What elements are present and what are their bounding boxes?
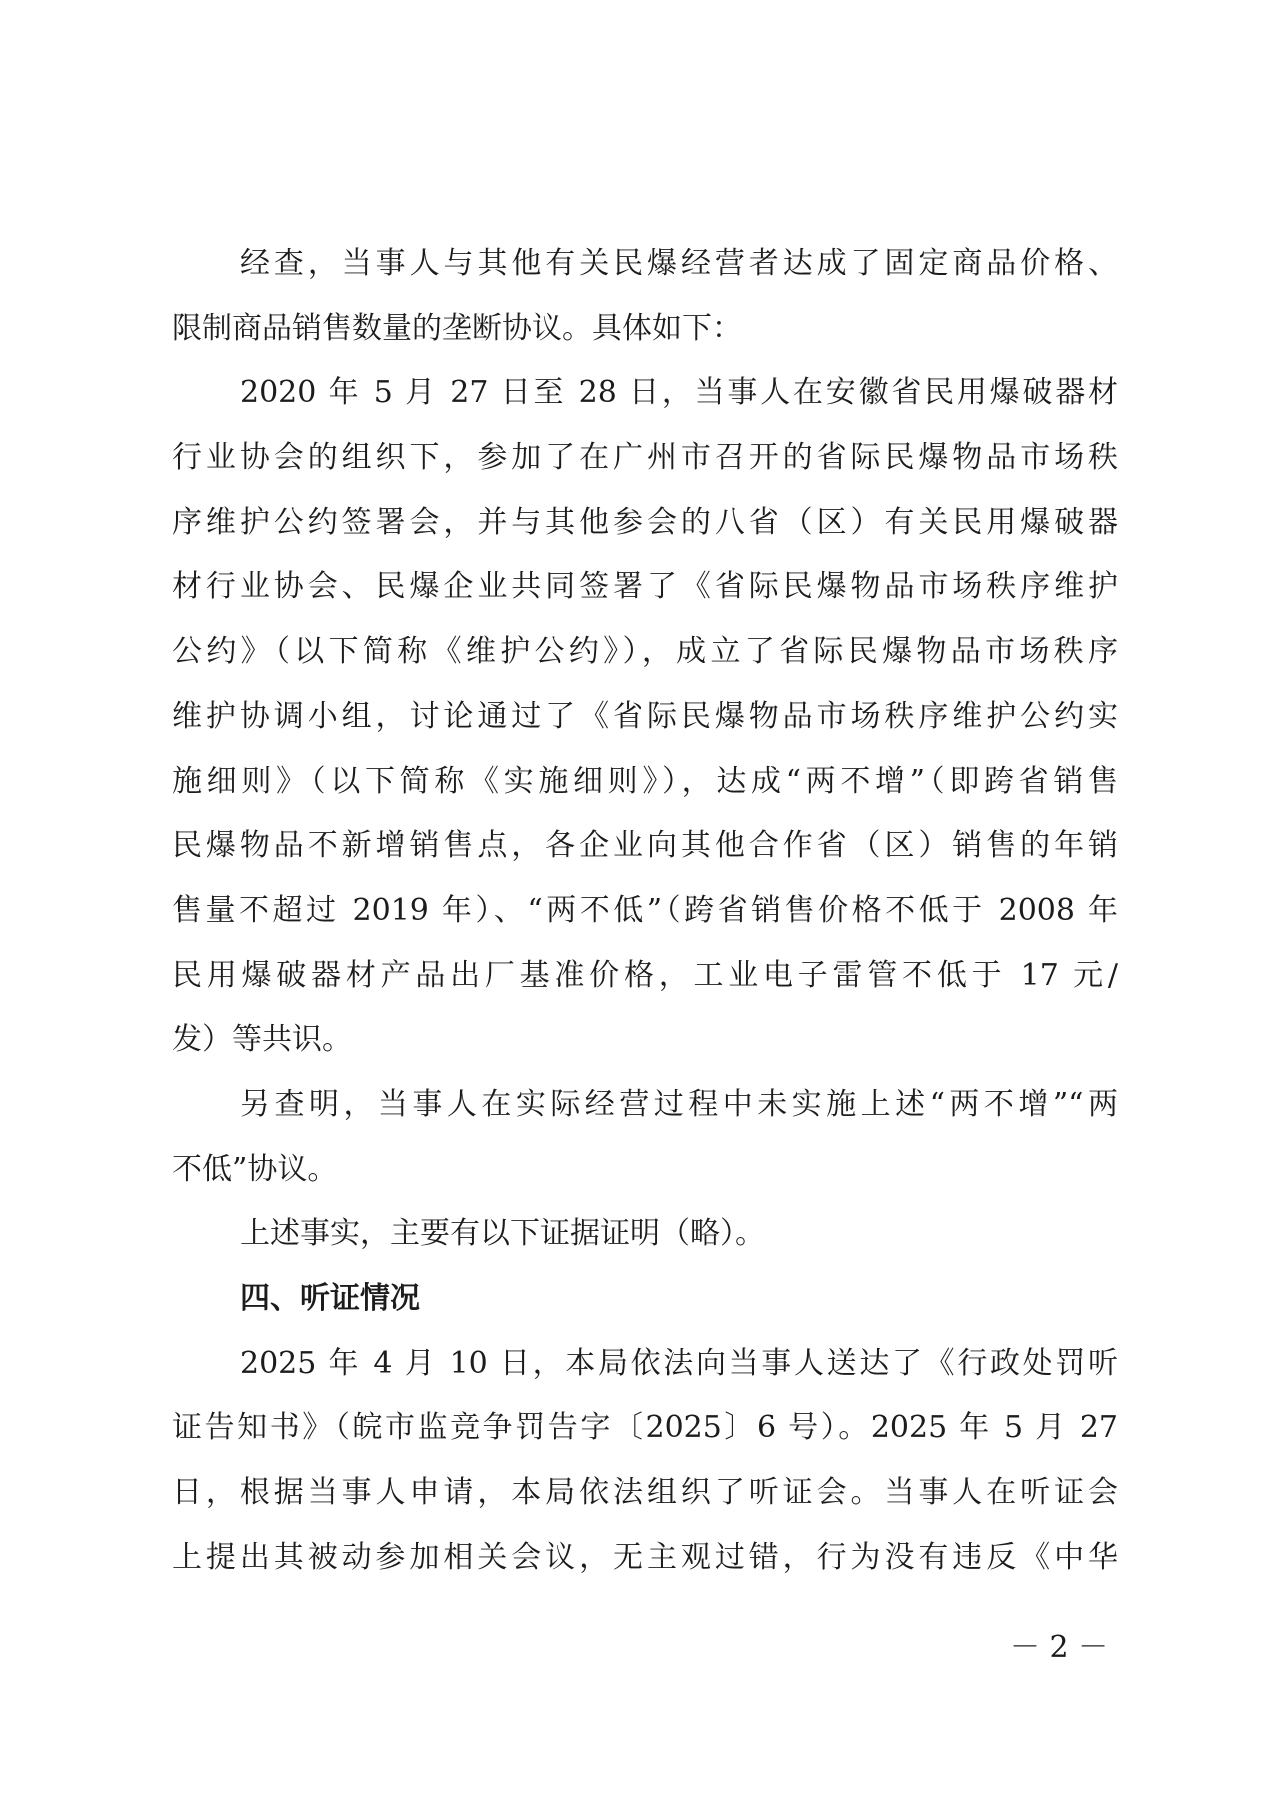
paragraph-5-line-3: 日，根据当事人申请，本局依法组织了听证会。当事人在听证会 xyxy=(172,1475,1118,1511)
paragraph-2-line-6: 维护协调小组，讨论通过了《省际民爆物品市场秩序维护公约实 xyxy=(172,698,1118,734)
paragraph-3-line-2: 不低”协议。 xyxy=(172,1151,338,1187)
paragraph-5-line-4: 上提出其被动参加相关会议，无主观过错，行为没有违反《中华 xyxy=(172,1539,1118,1575)
document-body xyxy=(172,232,1118,1590)
paragraph-2-line-9: 售量不超过 2019 年）、“两不低”（跨省销售价格不低于 2008 年 xyxy=(172,892,1118,928)
paragraph-2-line-3: 序维护公约签署会，并与其他参会的八省（区）有关民用爆破器 xyxy=(172,504,1118,540)
paragraph-2-line-11: 发）等共识。 xyxy=(172,1022,352,1058)
paragraph-2-line-5: 公约》（以下简称《维护公约》），成立了省际民爆物品市场秩序 xyxy=(172,634,1118,670)
paragraph-2-line-10: 民用爆破器材产品出厂基准价格，工业电子雷管不低于 17 元/ xyxy=(172,957,1118,993)
page-number: － 2 － xyxy=(1010,1630,1109,1665)
paragraph-2-line-7: 施细则》（以下简称《实施细则》），达成“两不增”（即跨省销售 xyxy=(172,763,1118,799)
paragraph-3-line-1: 另查明，当事人在实际经营过程中未实施上述“两不增”“两 xyxy=(240,1086,1118,1122)
paragraph-4-line-1: 上述事实，主要有以下证据证明（略）。 xyxy=(240,1216,765,1252)
section-heading: 四、听证情况 xyxy=(240,1281,420,1316)
paragraph-5-line-1: 2025 年 4 月 10 日，本局依法向当事人送达了《行政处罚听 xyxy=(240,1345,1118,1381)
paragraph-2-line-1: 2020 年 5 月 27 日至 28 日，当事人在安徽省民用爆破器材 xyxy=(240,375,1118,411)
paragraph-5-line-2: 证告知书》（皖市监竞争罚告字〔2025〕6 号）。2025 年 5 月 27 xyxy=(172,1410,1118,1446)
paragraph-1-line-1: 经查，当事人与其他有关民爆经营者达成了固定商品价格、 xyxy=(240,246,1118,281)
paragraph-2-line-4: 材行业协会、民爆企业共同签署了《省际民爆物品市场秩序维护 xyxy=(172,569,1118,605)
paragraph-2-line-8: 民爆物品不新增销售点，各企业向其他合作省（区）销售的年销 xyxy=(172,828,1118,864)
paragraph-1-line-2: 限制商品销售数量的垄断协议。具体如下： xyxy=(172,310,742,346)
paragraph-2-line-2: 行业协会的组织下，参加了在广州市召开的省际民爆物品市场秩 xyxy=(172,440,1118,476)
